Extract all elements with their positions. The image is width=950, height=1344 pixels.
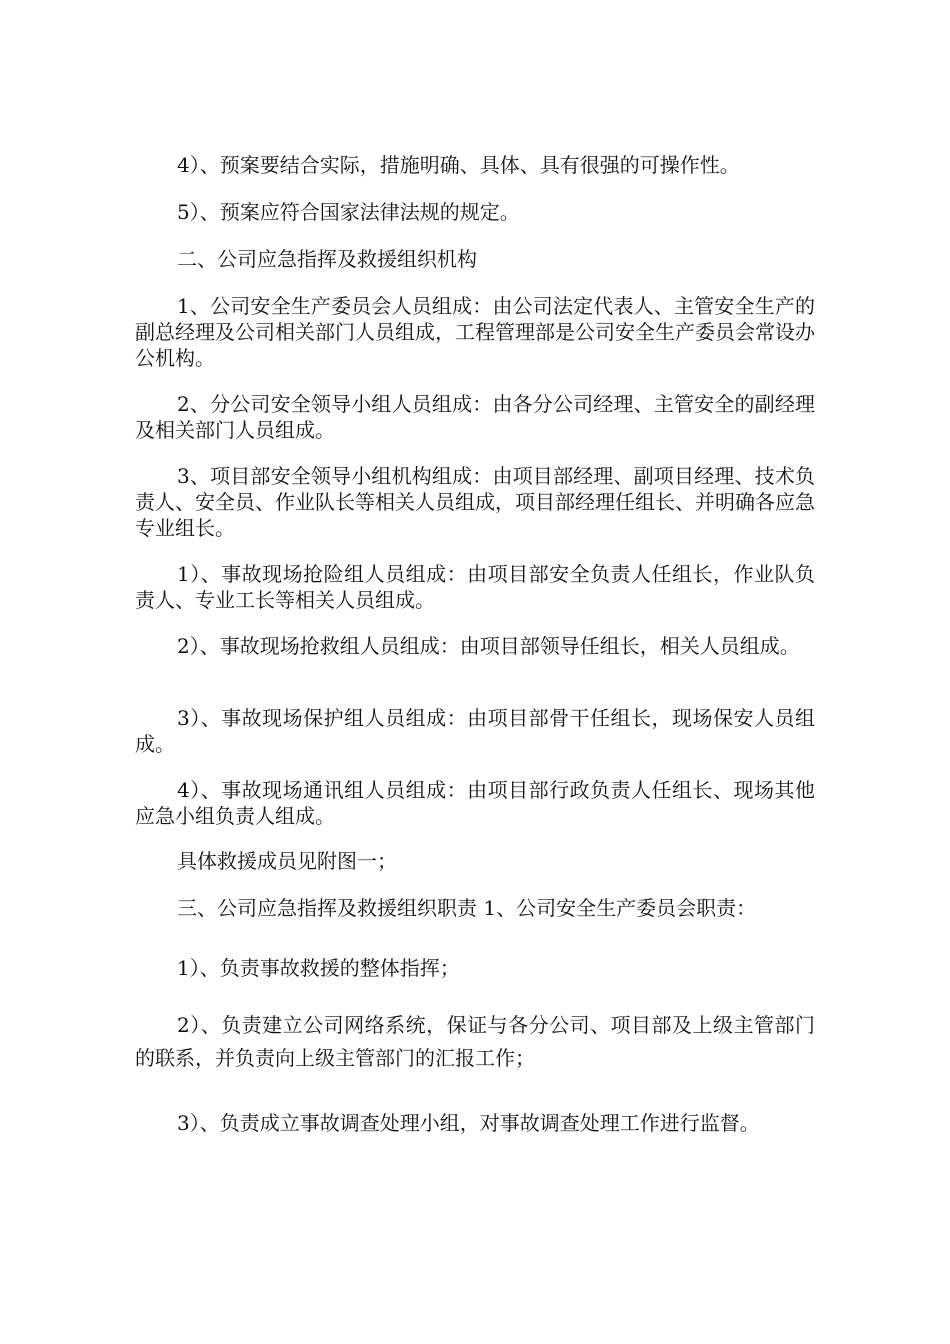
paragraph-project-safety-group: 3、项目部安全领导小组机构组成：由项目部经理、副项目经理、技术负责人、安全员、作业队长等相关人员组成，项目部经理任组长、并明确各应急专业组长。 [135,464,815,540]
paragraph-rescue-team: 1）、事故现场抢险组人员组成：由项目部安全负责人任组长，作业队负责人、专业工长等相关人员组成。 [135,562,815,612]
paragraph-plan-compliance: 5）、预案应符合国家法律法规的规定。 [177,200,520,224]
section-heading-organization: 二、公司应急指挥及救援组织机构 [177,247,477,271]
paragraph-network-system: 2）、负责建立公司网络系统，保证与各分公司、项目部及上级主管部门的联系，并负责向上级主管部门的汇报工作； [135,1013,815,1070]
paragraph-appendix-reference: 具体救援成员见附图一； [177,849,397,873]
paragraph-plan-practical: 4）、预案要结合实际，措施明确、具体、具有很强的可操作性。 [177,153,740,177]
paragraph-protection-team: 3）、事故现场保护组人员组成：由项目部骨干任组长，现场保安人员组成。 [135,706,815,756]
paragraph-communication-team: 4）、事故现场通讯组人员组成：由项目部行政负责人任组长、现场其他应急小组负责人组成。 [135,778,815,828]
paragraph-first-aid-team: 2）、事故现场抢救组人员组成：由项目部领导任组长，相关人员组成。 [177,634,800,658]
paragraph-branch-safety-group: 2、分公司安全领导小组人员组成：由各分公司经理、主管安全的副经理及相关部门人员组成。 [135,392,815,442]
paragraph-safety-committee: 1、公司安全生产委员会人员组成：由公司法定代表人、主管安全生产的副总经理及公司相关部门人员组成，工程管理部是公司安全生产委员会常设办公机构。 [135,294,815,370]
section-heading-responsibilities: 三、公司应急指挥及救援组织职责 1、公司安全生产委员会职责： [177,896,757,920]
paragraph-overall-command: 1）、负责事故救援的整体指挥； [177,956,460,980]
paragraph-investigation-team: 3）、负责成立事故调查处理小组，对事故调查处理工作进行监督。 [177,1111,760,1135]
